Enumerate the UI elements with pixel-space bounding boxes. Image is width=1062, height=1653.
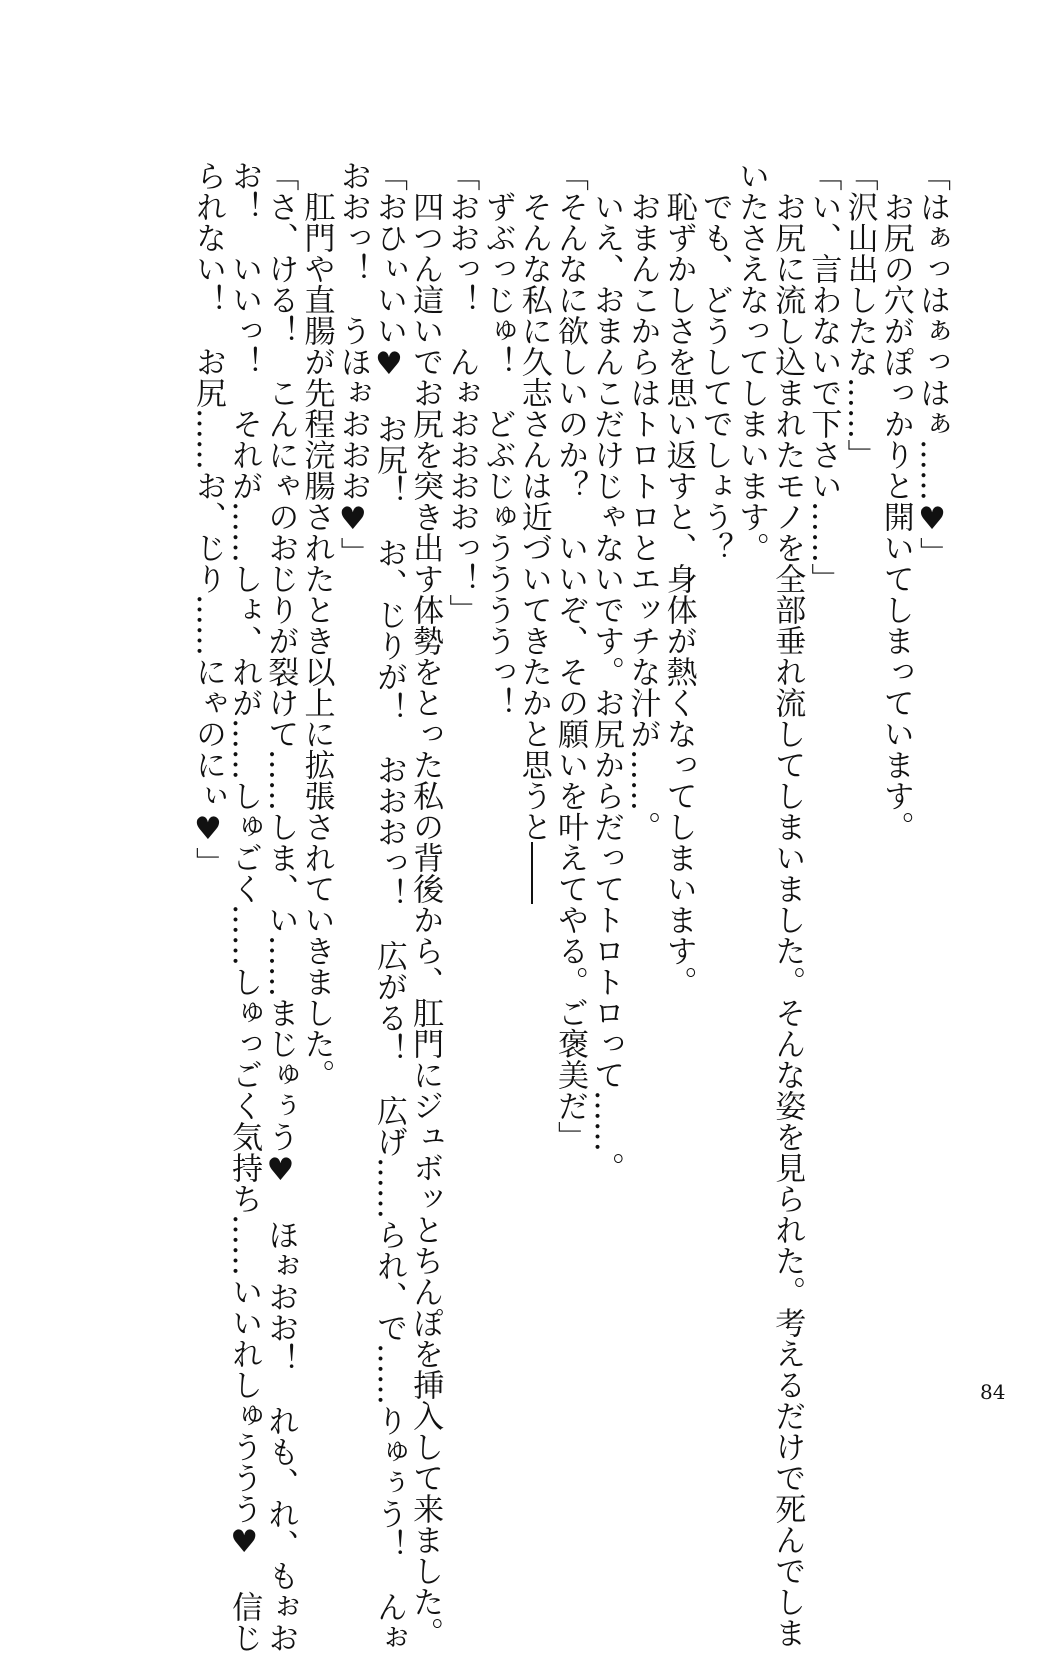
text-line: 「おひぃいい♥ お尻！ お、じりが！ おおおっ！ 広がる！ 広げ……られ、で……りゅぅう！ んぉ bbox=[370, 160, 407, 1653]
text-line: ずぶっじゅ！ どぶじゅううううっ！ bbox=[479, 160, 516, 718]
text-line: 「沢山出したな……」 bbox=[841, 160, 878, 470]
text-line: おおっ！ うほぉおおお♥」 bbox=[334, 160, 371, 568]
text-line: 四つん這いでお尻を突き出す体勢をとった私の背後から、肛門にジュボッとちんぽを挿入して来ました。 bbox=[407, 160, 444, 1648]
text-line: 「い、言わないで下さい……」 bbox=[805, 160, 842, 594]
text-line: いえ、おまんこだけじゃないです。お尻からだってトロトロって……。 bbox=[588, 160, 625, 1183]
vertical-text-body bbox=[130, 160, 950, 1653]
text-line: 肛門や直腸が先程浣腸されたとき以上に拡張されていきました。 bbox=[298, 160, 335, 1090]
page-number: 84 bbox=[980, 1380, 1006, 1404]
text-line: いたさえなってしまいます。 bbox=[732, 160, 769, 563]
text-line: でも、どうしてでしょう？ bbox=[696, 160, 733, 563]
text-line: お尻に流し込まれたモノを全部垂れ流してしまいました。そんな姿を見られた。考えるだけで死んでしま bbox=[769, 160, 806, 1648]
text-line: 「はぁっはぁっはぁ……♥」 bbox=[914, 160, 950, 568]
text-line: られない！ お尻……お、じり……にゃのにぃ♥」 bbox=[189, 160, 226, 878]
text-line: 恥ずかしさを思い返すと、身体が熱くなってしまいます。 bbox=[660, 160, 697, 997]
text-line: そんな私に久志さんは近づいてきたかと思うと―― bbox=[515, 160, 552, 904]
text-line: 「さ、ける！ こんにゃのおじりが裂けて……しま、い……まじゅぅう♥ ほぉおお！ れも、れ、もぉお bbox=[262, 160, 299, 1653]
text-line: 「そんなに欲しいのか？ いいぞ、その願いを叶えてやる。ご褒美だ」 bbox=[551, 160, 588, 1152]
text-line: 「おおっ！ んぉおおおおっ！」 bbox=[443, 160, 480, 625]
text-line: おまんこからはトロトロとエッチな汁が……。 bbox=[624, 160, 661, 842]
text-line: お尻の穴がぽっかりと開いてしまっています。 bbox=[877, 160, 914, 842]
text-line: お！ いいっ！ それが……しょ、れが……しゅごく……しゅっごく気持ち……いいれしゅううう♥ 信じ bbox=[226, 160, 263, 1653]
